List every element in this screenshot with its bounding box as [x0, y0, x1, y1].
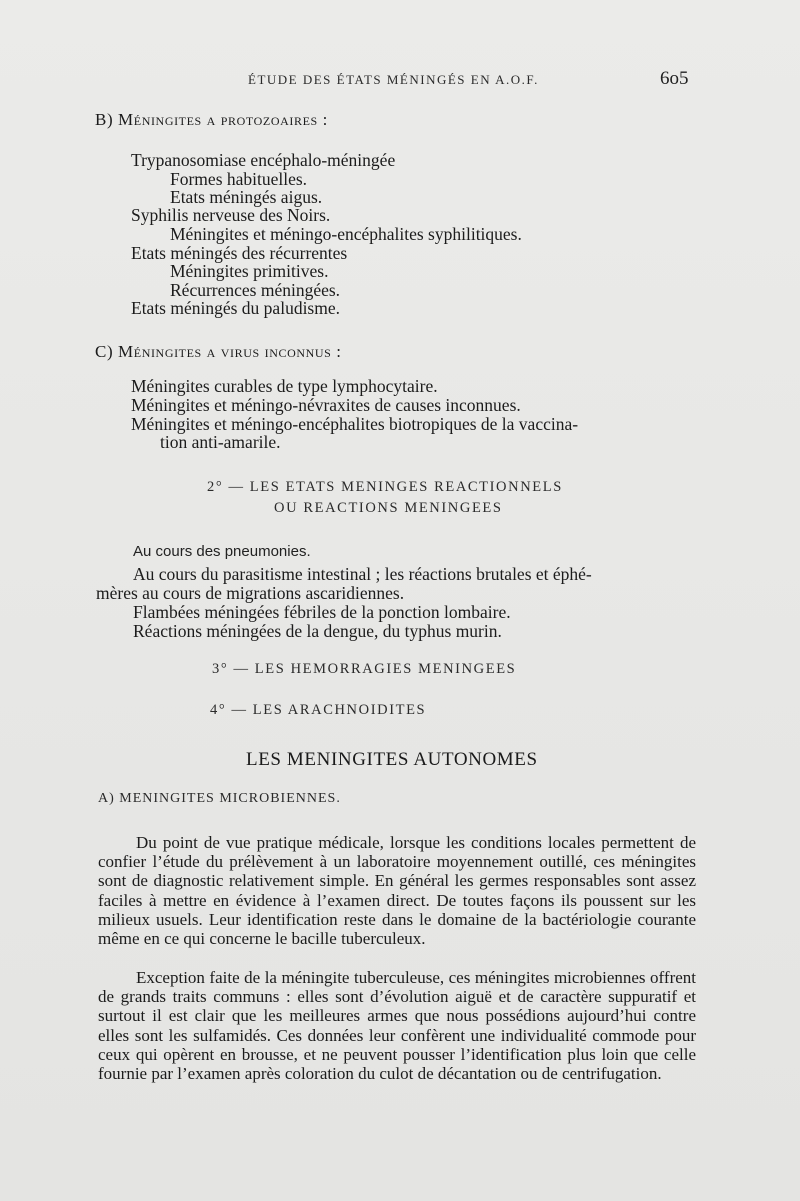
section-b-heading: B) Méningites a protozoaires : — [95, 110, 328, 129]
section-c-line: Méningites et méningo-encéphalites biotropiques de la vaccina- — [131, 414, 579, 434]
page-number: 6o5 — [660, 68, 689, 89]
subsection-heading: A) MENINGITES MICROBIENNES. — [98, 791, 341, 806]
body-paragraph — [98, 968, 696, 1083]
section-c-line: tion anti-amarile. — [160, 432, 281, 452]
section-2-line: mères au cours de migrations ascaridiennes. — [96, 583, 405, 603]
section-b-line: Trypanosomiase encéphalo-méningée — [131, 150, 396, 170]
section-b-line: Formes habituelles. — [170, 169, 308, 189]
section-b-line: Récurrences méningées. — [170, 280, 341, 300]
section-c-line: Méningites curables de type lymphocytaire. — [131, 376, 438, 396]
section-3-title: 3° — LES HEMORRAGIES MENINGEES — [212, 661, 517, 677]
section-2-title-continued: OU REACTIONS MENINGEES — [274, 500, 503, 516]
paragraph-text: Du point de vue pratique médicale, lorsque les conditions locales permettent de confier l’étude du prélèvement à un laboratoire moyennement outillé, ces méningites sont de diagnostic relativement simple. En général les germes responsables sont assez faciles à mettre en évidence à l’examen direct. De toutes façons ils poussent sur les milieux usuels. Leur identification reste dans le domaine de la bactériologie courante même en ce qui concerne le bacille tuberculeux. — [98, 833, 696, 949]
paragraph-text: Exception faite de la méningite tuberculeuse, ces méningites microbiennes offrent de grands traits communs : elles sont d’évolution aiguë et de caractère suppuratif et surtout il est clair que les meilleures armes que nous possédions aujourd’hui contre elles sont les sulfamidés. Ces données leur confèrent une individualité commode pour ceux qui opèrent en brousse, et ne peuvent pousser l’identification plus loin que celle fournie par l’examen après coloration du culot de décantation ou de centrifugation. — [98, 968, 696, 1084]
section-c-heading: C) Méningites a virus inconnus : — [95, 342, 342, 361]
section-b-line: Méningites primitives. — [170, 261, 329, 281]
page-header — [0, 68, 800, 92]
body-paragraph — [98, 833, 696, 948]
section-b-line: Etats méningés des récurrentes — [131, 243, 348, 263]
section-b-line: Syphilis nerveuse des Noirs. — [131, 205, 331, 225]
section-2-line: Réactions méningées de la dengue, du typhus murin. — [133, 621, 502, 641]
section-c-line: Méningites et méningo-névraxites de causes inconnues. — [131, 395, 521, 415]
section-4-title: 4° — LES ARACHNOIDITES — [210, 702, 427, 718]
section-2-line: Flambées méningées fébriles de la ponction lombaire. — [133, 602, 511, 622]
section-b-line: Etats méningés du paludisme. — [131, 298, 340, 318]
section-2-title: 2° — LES ETATS MENINGES REACTIONNELS — [207, 479, 563, 495]
running-title: ÉTUDE DES ÉTATS MÉNINGÉS EN A.O.F. — [248, 72, 539, 87]
section-b-line: Etats méningés aigus. — [170, 187, 323, 207]
section-2-line: Au cours du parasitisme intestinal ; les réactions brutales et éphé- — [133, 564, 592, 584]
section-b-line: Méningites et méningo-encéphalites syphilitiques. — [170, 224, 522, 244]
chapter-title: LES MENINGITES AUTONOMES — [246, 749, 538, 770]
section-2-line: Au cours des pneumonies. — [133, 543, 311, 560]
